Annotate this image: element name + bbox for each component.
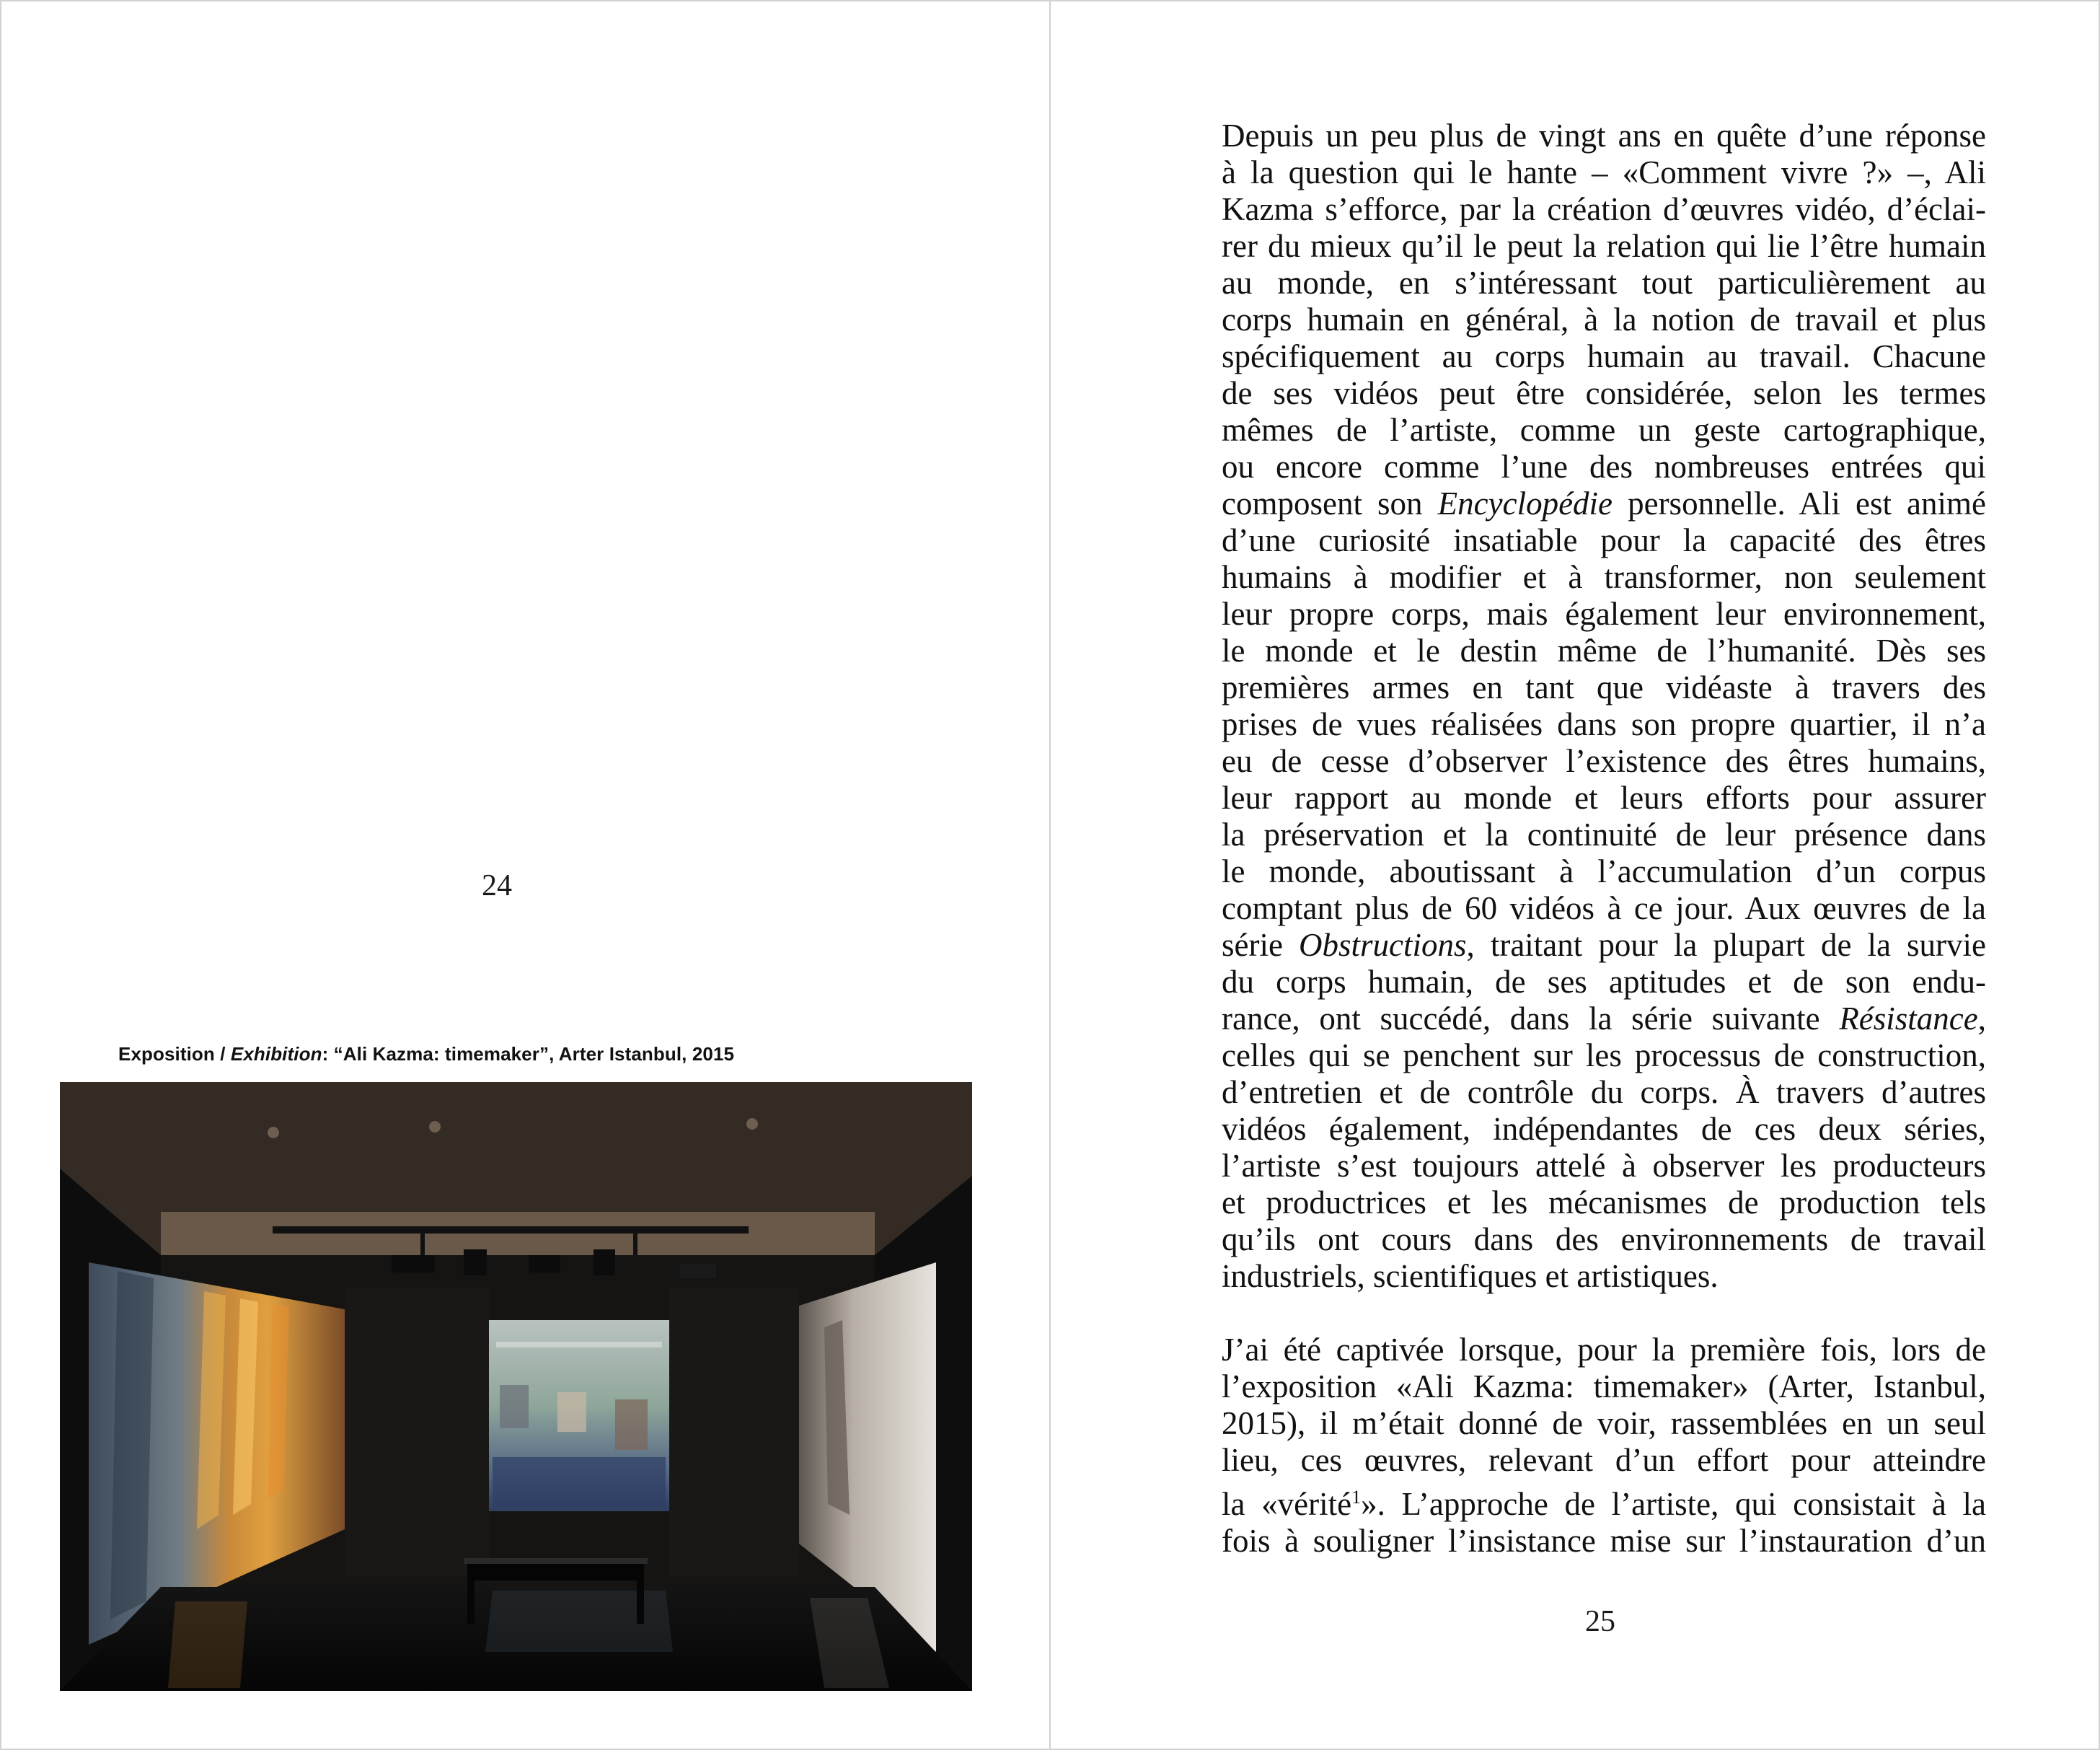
- text-line: d’entretien et de contrôle du corps. À travers d’autres: [1222, 1074, 1986, 1110]
- text-line: eu de cesse d’observer l’existence des êtres humains,: [1222, 743, 1986, 779]
- text-line: corps humain en général, à la notion de travail et plus: [1222, 302, 1986, 338]
- exhibition-photo: [60, 1082, 972, 1691]
- text-line: Kazma s’efforce, par la création d’œuvres vidéo, d’éclai-: [1222, 191, 1986, 227]
- paragraph-2: [1222, 1332, 1986, 1560]
- footnote-marker: 1: [1351, 1487, 1362, 1508]
- text-line: le monde, aboutissant à l’accumulation d’un corpus: [1222, 853, 1986, 889]
- text-line: série Obstructions, traitant pour la plupart de la survie: [1222, 927, 1986, 963]
- text-line: composent son Encyclopédie personnelle. Ali est animé: [1222, 485, 1986, 522]
- text-line: la préservation et la continuité de leur présence dans: [1222, 817, 1986, 853]
- text-line: 2015), il m’était donné de voir, rassemblées en un seul: [1222, 1405, 1986, 1441]
- text-line: industriels, scientifiques et artistiques.: [1222, 1258, 1719, 1294]
- page-number-left: 24: [482, 869, 512, 902]
- text-line: et productrices et les mécanismes de production tels: [1222, 1184, 1986, 1221]
- text-line: du corps humain, de ses aptitudes et de son endu-: [1222, 964, 1986, 1000]
- text-line: la «vérité$^1$». L’approche de l’artiste, qui consistait à la: [1222, 1486, 1986, 1522]
- text-line: leur rapport au monde et leurs efforts pour assurer: [1222, 780, 1986, 816]
- text-line: qu’ils ont cours dans des environnements de travail: [1222, 1221, 1986, 1257]
- text-line: humains à modifier et à transformer, non seulement: [1222, 559, 1986, 595]
- text-line: à la question qui le hante – «Comment vivre ?» –, Ali: [1222, 154, 1986, 190]
- text-line: comptant plus de 60 vidéos à ce jour. Aux œuvres de la: [1222, 890, 1986, 926]
- text-line: spécifiquement au corps humain au travail. Chacune: [1222, 338, 1986, 374]
- caption-separator: /: [214, 1043, 231, 1065]
- caption-part1: Exposition: [118, 1043, 215, 1065]
- body-text: [1222, 118, 1986, 1560]
- text-line: d’une curiosité insatiable pour la capacité des êtres: [1222, 522, 1986, 558]
- paragraph-1: [1222, 118, 1986, 1295]
- italic-title: Résistance: [1839, 1001, 1978, 1037]
- text-line: le monde et le destin même de l’humanité. Dès ses: [1222, 633, 1986, 669]
- text-line: l’artiste s’est toujours attelé à observer les producteurs: [1222, 1148, 1986, 1184]
- text-line: vidéos également, indépendantes de ces deux séries,: [1222, 1111, 1986, 1147]
- text-line: J’ai été captivée lorsque, pour la première fois, lors de: [1222, 1332, 1986, 1368]
- text-line: fois à souligner l’insistance mise sur l’instauration d’un: [1222, 1523, 1986, 1559]
- photo-caption: [118, 1043, 734, 1065]
- italic-title: Encyclopédie: [1437, 485, 1613, 522]
- text-line: ou encore comme l’une des nombreuses entrées qui: [1222, 449, 1986, 485]
- text-line: de ses vidéos peut être considérée, selon les termes: [1222, 375, 1986, 411]
- text-line: leur propre corps, mais également leur environnement,: [1222, 596, 1986, 632]
- text-line: premières armes en tant que vidéaste à travers des: [1222, 669, 1986, 705]
- caption-part2: Exhibition: [230, 1043, 322, 1065]
- text-line: rance, ont succédé, dans la série suivante Résistance,: [1222, 1001, 1986, 1037]
- text-line: Depuis un peu plus de vingt ans en quête d’une réponse: [1222, 118, 1986, 154]
- page-number-right: 25: [1585, 1605, 1615, 1638]
- text-line: prises de vues réalisées dans son propre quartier, il n’a: [1222, 706, 1986, 742]
- text-line: l’exposition «Ali Kazma: timemaker» (Arter, Istanbul,: [1222, 1368, 1986, 1404]
- text-line: celles qui se penchent sur les processus de construction,: [1222, 1037, 1986, 1073]
- text-line: lieu, ces œuvres, relevant d’un effort pour atteindre: [1222, 1442, 1986, 1478]
- text-line: mêmes de l’artiste, comme un geste cartographique,: [1222, 412, 1986, 448]
- italic-title: Obstructions: [1299, 927, 1467, 963]
- text-line: au monde, en s’intéressant tout particulièrement au: [1222, 265, 1986, 301]
- caption-part3: : “Ali Kazma: timemaker”, Arter Istanbul, 2015: [322, 1043, 735, 1065]
- text-line: rer du mieux qu’il le peut la relation qui lie l’être humain: [1222, 228, 1986, 264]
